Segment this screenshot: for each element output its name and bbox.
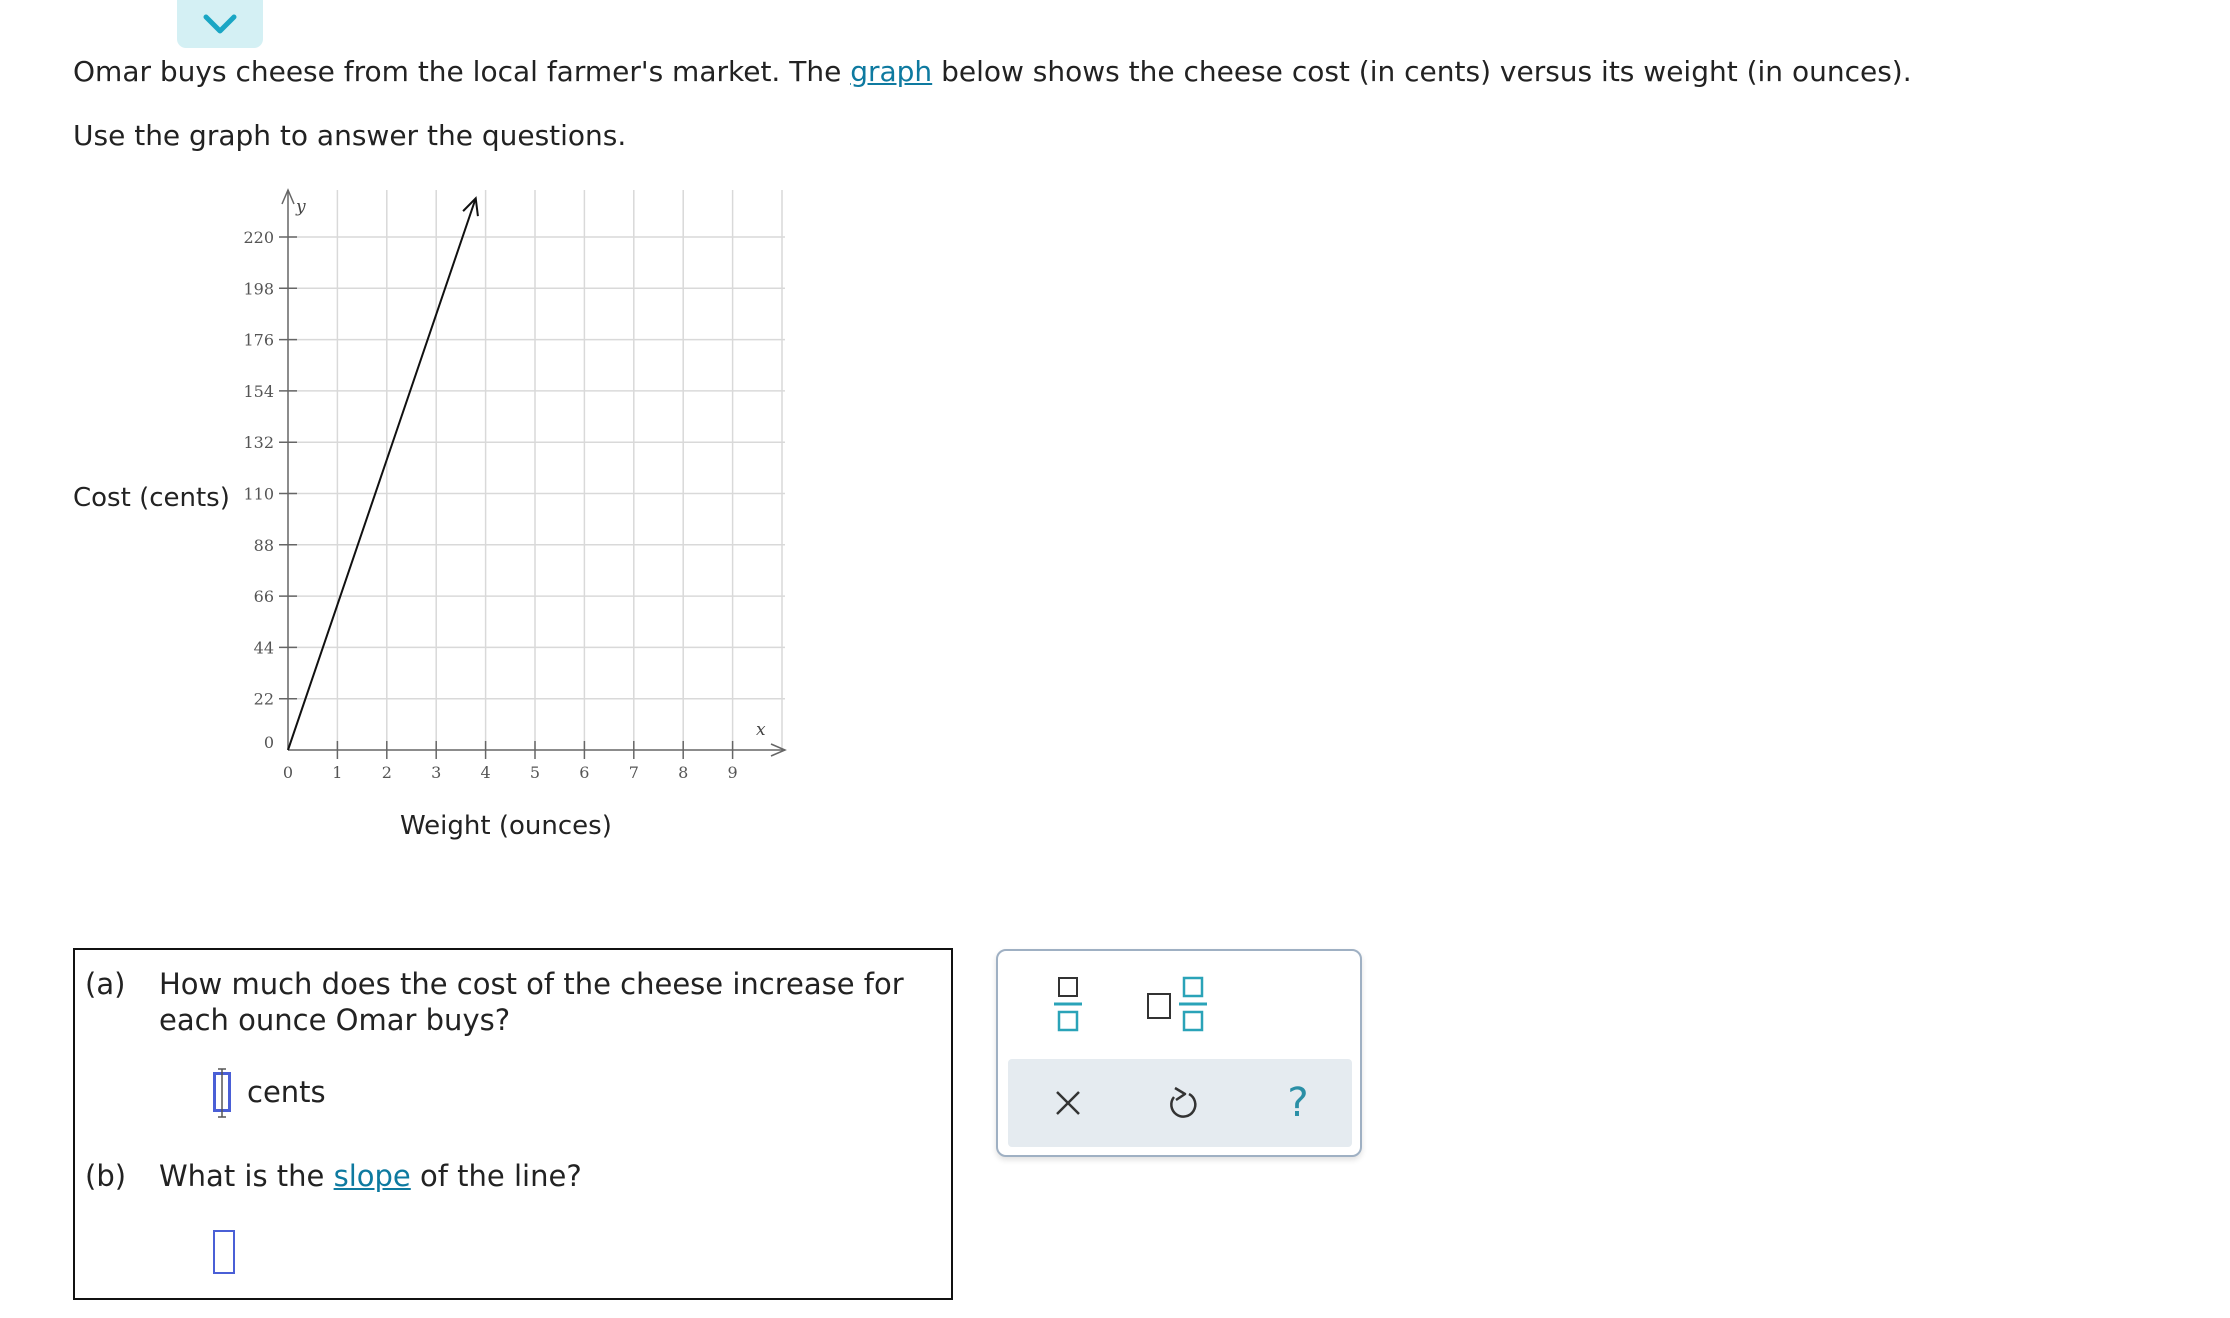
help-icon: ? xyxy=(1287,1080,1309,1126)
y-tick-label: 66 xyxy=(253,587,274,607)
undo-icon xyxy=(1165,1085,1199,1121)
clear-icon xyxy=(1053,1088,1083,1118)
x-tick-label: 2 xyxy=(381,763,392,782)
x-tick-label: 7 xyxy=(628,763,639,782)
question-b-text-1: What is the xyxy=(159,1159,334,1193)
x-tick-label: 6 xyxy=(579,763,590,782)
mixed-number-button[interactable] xyxy=(1138,973,1218,1035)
slope-link[interactable]: slope xyxy=(333,1159,411,1193)
cost-weight-graph xyxy=(0,0,820,800)
y-tick-label: 88 xyxy=(253,535,274,555)
y-axis-label: Cost (cents) xyxy=(73,483,230,513)
y-tick-label: 198 xyxy=(243,279,274,299)
x-axis-label: Weight (ounces) xyxy=(400,811,612,841)
x-axis-letter: x xyxy=(756,720,766,740)
question-a-tag: (a) xyxy=(85,967,126,1001)
x-tick-label: 3 xyxy=(431,763,442,782)
mixed-number-icon xyxy=(1144,975,1212,1033)
y-tick-label: 154 xyxy=(243,381,274,401)
text-cursor-icon xyxy=(215,1067,229,1119)
question-panel xyxy=(73,948,953,1300)
x-tick-label: 8 xyxy=(678,763,689,782)
question-b-text-2: of the line? xyxy=(410,1159,582,1193)
toolbar-actions xyxy=(1008,1059,1352,1147)
x-tick-label: 9 xyxy=(727,763,738,782)
instruction-text: Use the graph to answer the questions. xyxy=(73,119,627,152)
y-tick-label: 176 xyxy=(243,330,274,350)
fraction-icon xyxy=(1051,975,1085,1033)
undo-button[interactable] xyxy=(1152,1073,1212,1133)
answer-b-input[interactable] xyxy=(213,1230,235,1274)
question-b-tag: (b) xyxy=(85,1159,127,1193)
x-tick-label: 0 xyxy=(282,763,294,782)
y-axis-letter: y xyxy=(296,197,306,217)
clear-button[interactable] xyxy=(1038,1073,1098,1133)
intro-text-2: below shows the cheese cost (in cents) versus its weight (in ounces). xyxy=(932,55,1912,88)
graph-link[interactable]: graph xyxy=(850,55,933,88)
y-tick-label: 220 xyxy=(243,228,274,247)
x-tick-label: 1 xyxy=(332,763,343,782)
fraction-button[interactable] xyxy=(1042,973,1094,1035)
y-tick-label: 44 xyxy=(253,638,274,658)
question-b-text xyxy=(159,1158,582,1194)
x-tick-label: 5 xyxy=(529,763,541,782)
math-input-toolbar xyxy=(996,949,1362,1157)
y-tick-label: 0 xyxy=(263,733,274,752)
x-tick-label: 4 xyxy=(480,763,491,782)
answer-a-unit: cents xyxy=(247,1075,326,1109)
help-button[interactable] xyxy=(1268,1073,1328,1133)
y-tick-label: 110 xyxy=(243,484,274,504)
question-a-line2: each ounce Omar buys? xyxy=(159,1003,511,1037)
question-a-line1: How much does the cost of the cheese increase for xyxy=(159,967,904,1001)
y-tick-label: 22 xyxy=(253,689,274,709)
cost-line xyxy=(288,198,476,750)
intro-text-1: Omar buys cheese from the local farmer's market. The xyxy=(73,55,851,88)
answer-a-input[interactable] xyxy=(213,1072,231,1112)
y-tick-label: 132 xyxy=(243,433,274,453)
